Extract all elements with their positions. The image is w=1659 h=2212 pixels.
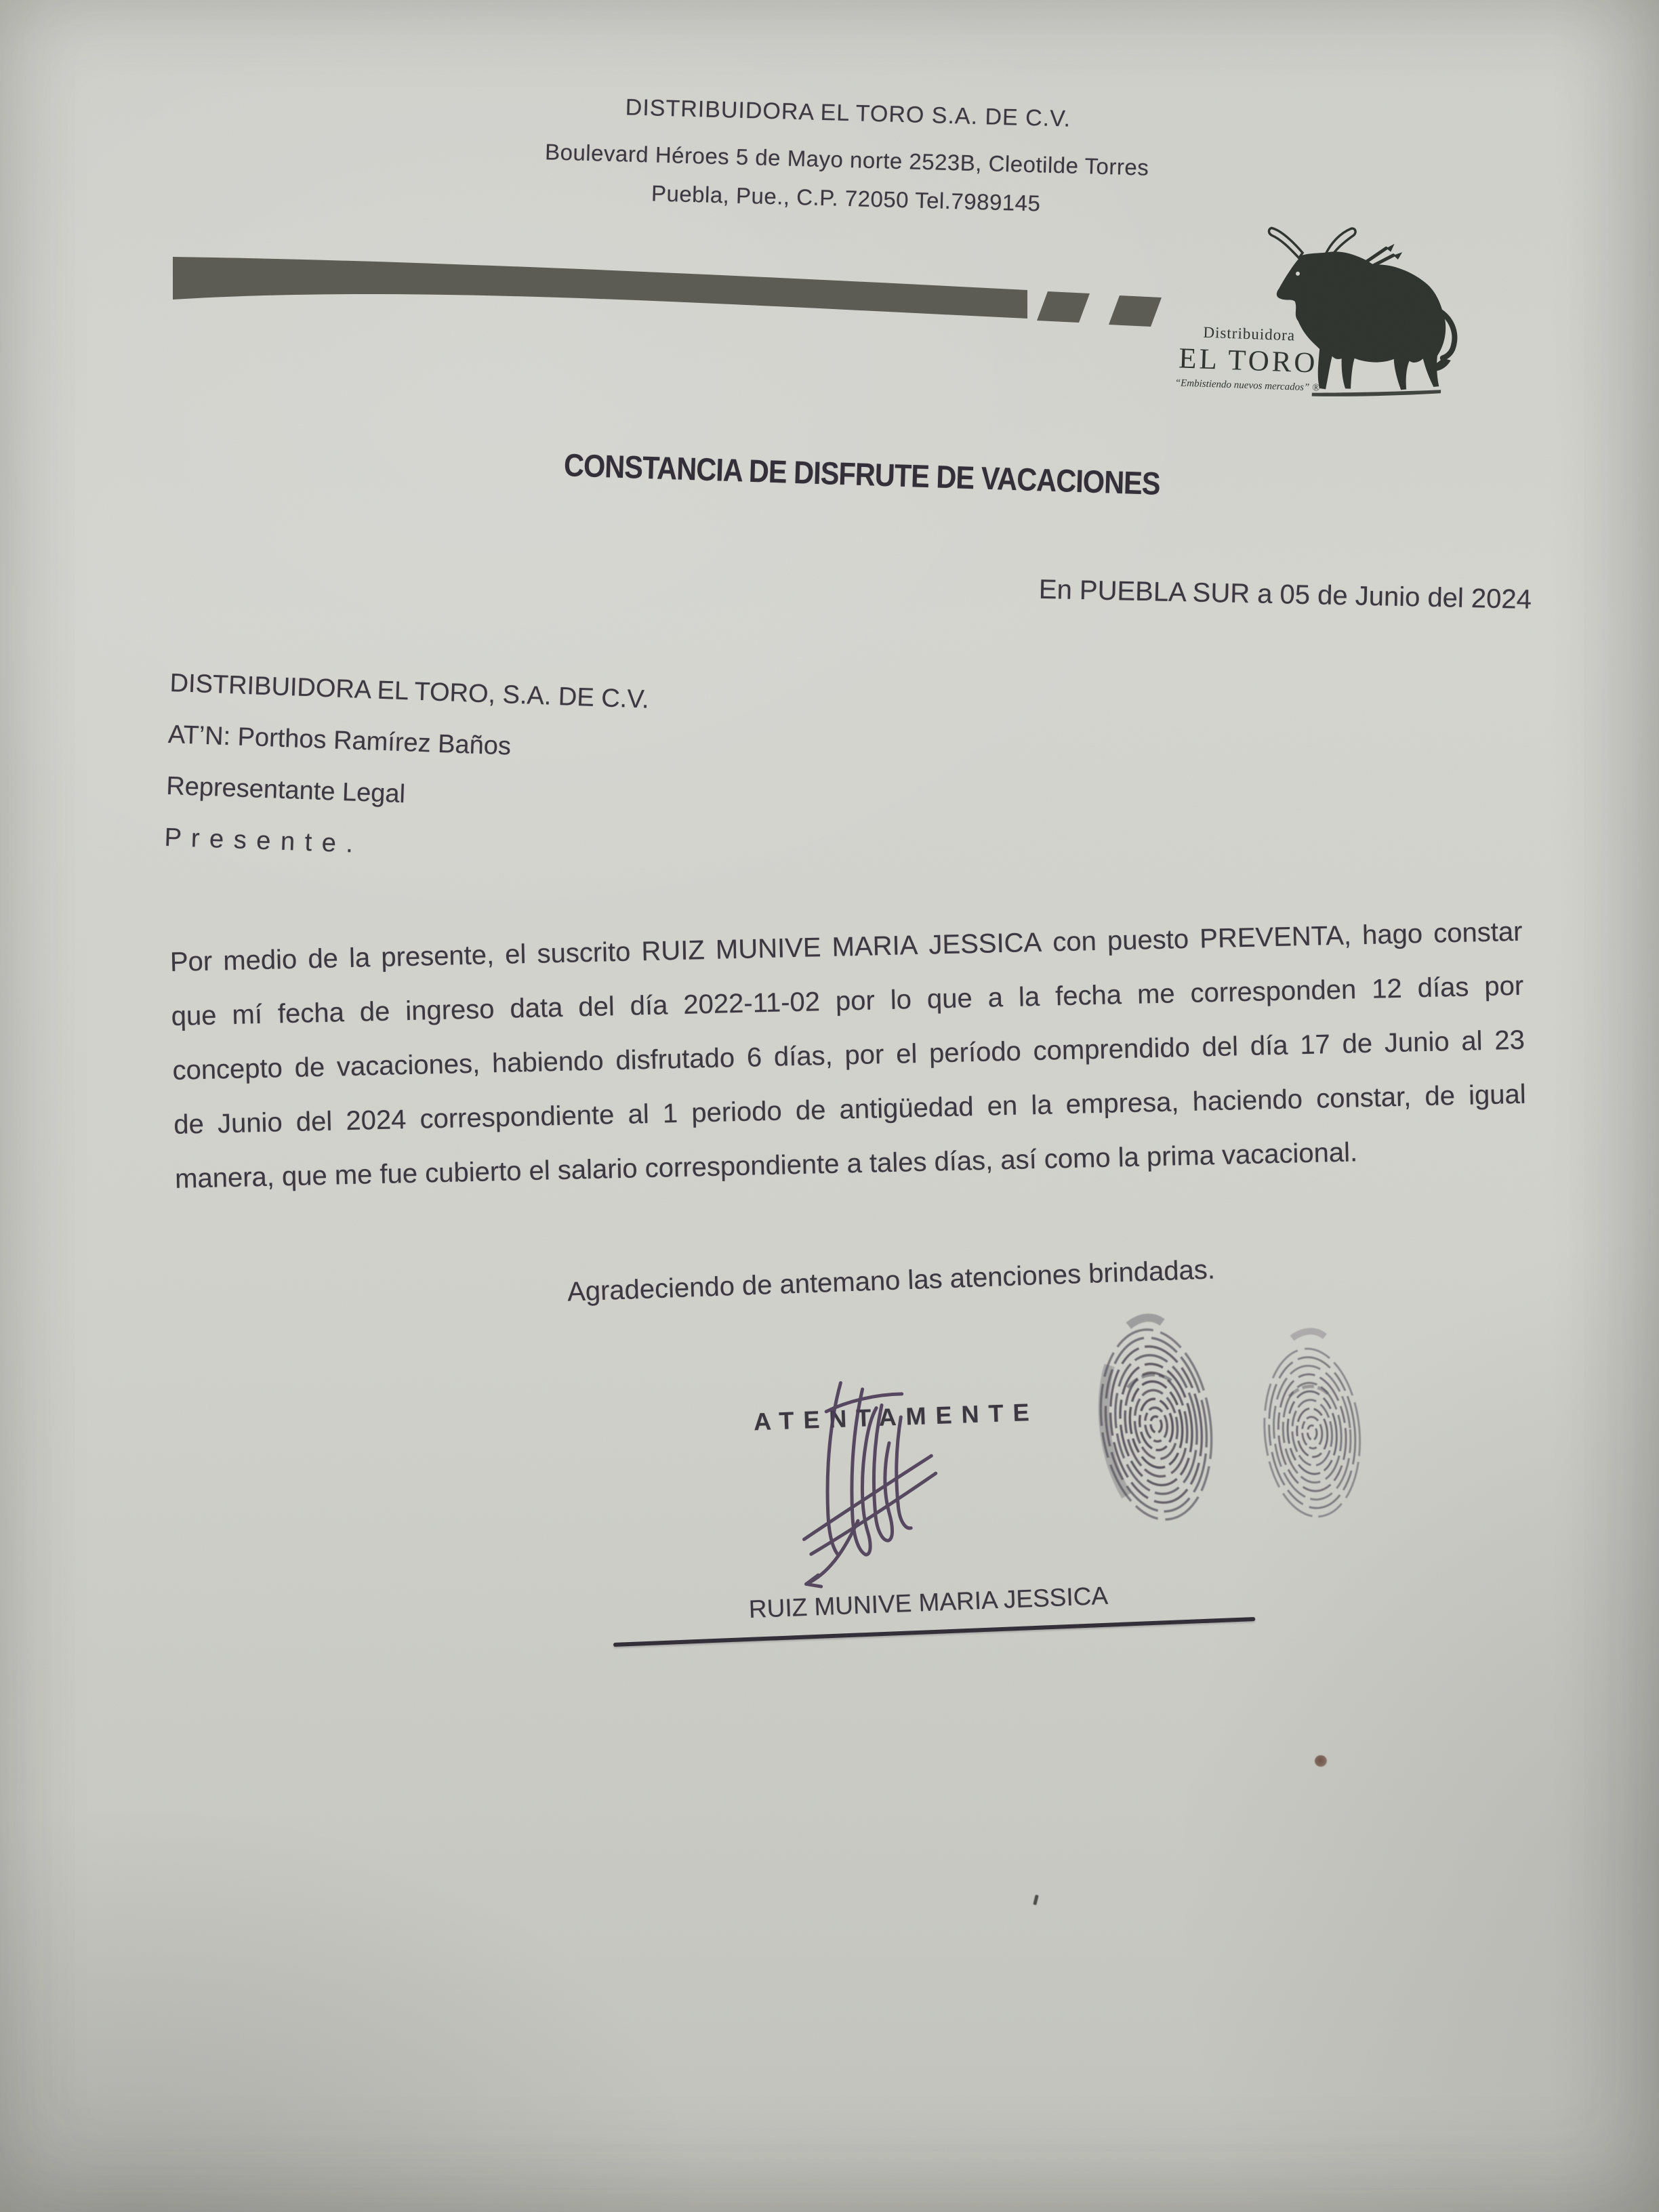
bull-icon xyxy=(1254,220,1464,407)
recipient-attention: AT’N: Porthos Ramírez Baños xyxy=(167,720,512,761)
body-line: concepto de vacaciones, habiendo disfrutado 6 días, por el período comprendido del día 17 de Junio al 23 xyxy=(172,1025,1525,1086)
document-title: CONSTANCIA DE DISFRUTE DE VACACIONES xyxy=(563,447,1161,501)
logo-el-toro-label: EL TORO xyxy=(1178,342,1319,380)
body-line: manera, que me fue cubierto el salario correspondiente a tales días, así como la prima vacacional. xyxy=(174,1137,1358,1194)
logo-tagline: “Embistiendo nuevos mercados” ® xyxy=(1174,377,1320,394)
recipient-company: DISTRIBUIDORA EL TORO, S.A. DE C.V. xyxy=(169,668,650,714)
atentamente-label: ATENTAMENTE xyxy=(753,1397,1040,1436)
dateline: En PUEBLA SUR a 05 de Junio del 2024 xyxy=(1038,574,1532,615)
paper-ink-dot xyxy=(1315,1755,1327,1767)
recipient-role: Representante Legal xyxy=(165,771,406,809)
body-line: de Junio del 2024 correspondiente al 1 periodo de antigüedad en la empresa, haciendo constar, de igual xyxy=(173,1079,1527,1140)
left-thumbprint-icon xyxy=(1088,1311,1223,1526)
body-paragraph xyxy=(169,905,1528,1206)
letterhead-address-line1: Boulevard Héroes 5 de Mayo norte 2523B, Cleotilde Torres xyxy=(544,139,1149,180)
recipient-block xyxy=(163,657,650,880)
body-line: que mí fecha de ingreso data del día 2022-11-02 por lo que a la fecha me corresponden 12 días por xyxy=(171,970,1524,1031)
thumbprints xyxy=(1074,1304,1397,1547)
paper-speck xyxy=(1033,1895,1038,1906)
handwritten-signature xyxy=(760,1368,961,1595)
body-line: Por medio de la presente, el suscrito RUIZ MUNIVE MARIA JESSICA con puesto PREVENTA, hago constar xyxy=(169,916,1523,977)
recipient-salutation: P r e s e n t e . xyxy=(163,823,355,859)
letterhead-company: DISTRIBUIDORA EL TORO S.A. DE C.V. xyxy=(625,94,1071,132)
registered-mark: ® xyxy=(1311,382,1320,394)
logo-distribuidora-label: Distribuidora xyxy=(1203,323,1296,344)
right-thumbprint-icon xyxy=(1256,1328,1367,1521)
closing-line: Agradeciendo de antemano las atenciones brindadas. xyxy=(567,1254,1216,1307)
signatory-name: RUIZ MUNIVE MARIA JESSICA xyxy=(748,1581,1109,1624)
letterhead-address-line2: Puebla, Pue., C.P. 72050 Tel.7989145 xyxy=(651,180,1041,216)
